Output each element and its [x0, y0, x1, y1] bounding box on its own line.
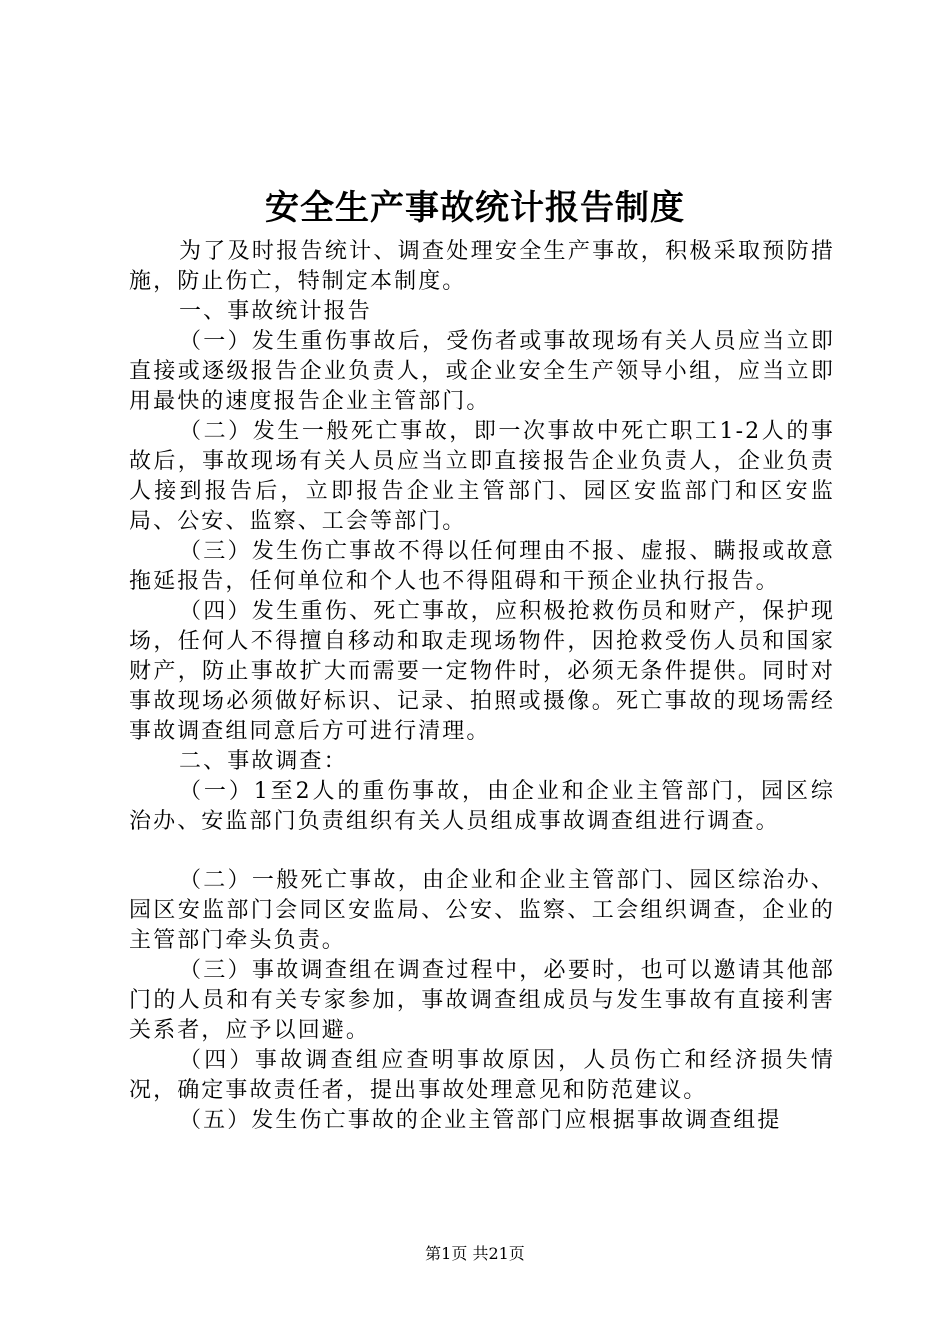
paragraph-investigation-item-2: （二）一般死亡事故，由企业和企业主管部门、园区综治办、园区安监部门会同区安监局、公安、监察、工会组织调查，企业的主管部门牵头负责。 [129, 868, 835, 953]
document-title: 安全生产事故统计报告制度 [265, 188, 685, 228]
paragraph-report-item-4: （四）发生重伤、死亡事故，应积极抢救伤员和财产，保护现场，任何人不得擅自移动和取走现场物件，因抢救受伤人员和国家财产，防止事故扩大而需要一定物件时，必须无条件提供。同时对事故现场必须做好标识、记录、拍照或摄像。死亡事故的现场需经事故调查组同意后方可进行清理。 [129, 599, 835, 744]
section-heading-investigation: 二、事故调查： [179, 749, 348, 774]
paragraph-report-item-1: （一）发生重伤事故后，受伤者或事故现场有关人员应当立即直接或逐级报告企业负责人，或企业安全生产领导小组，应当立即用最快的速度报告企业主管部门。 [129, 329, 835, 414]
paragraph-investigation-item-5: （五）发生伤亡事故的企业主管部门应根据事故调查组提 [179, 1108, 782, 1133]
intro-paragraph: 为了及时报告统计、调查处理安全生产事故，积极采取预防措施，防止伤亡，特制定本制度。 [129, 239, 835, 294]
paragraph-investigation-item-4: （四）事故调查组应查明事故原因，人员伤亡和经济损失情况，确定事故责任者，提出事故处理意见和防范建议。 [129, 1048, 835, 1103]
document-body [129, 237, 835, 1136]
paragraph-report-item-3: （三）发生伤亡事故不得以任何理由不报、虚报、瞒报或故意拖延报告，任何单位和个人也不得阻碍和干预企业执行报告。 [129, 539, 835, 594]
section-heading-statistics-report: 一、事故统计报告 [179, 299, 372, 324]
paragraph-investigation-item-3: （三）事故调查组在调查过程中，必要时，也可以邀请其他部门的人员和有关专家参加，事故调查组成员与发生事故有直接利害关系者，应予以回避。 [129, 958, 835, 1043]
paragraph-report-item-2: （二）发生一般死亡事故，即一次事故中死亡职工1-2人的事故后，事故现场有关人员应当立即直接报告企业负责人，企业负责人接到报告后，立即报告企业主管部门、园区安监部门和区安监局、公安、监察、工会等部门。 [129, 419, 835, 534]
paragraph-investigation-item-1: （一）1至2人的重伤事故，由企业和企业主管部门，园区综治办、安监部门负责组织有关人员组成事故调查组进行调查。 [129, 779, 835, 834]
page-number-footer: 第1页 共21页 [425, 1244, 525, 1263]
